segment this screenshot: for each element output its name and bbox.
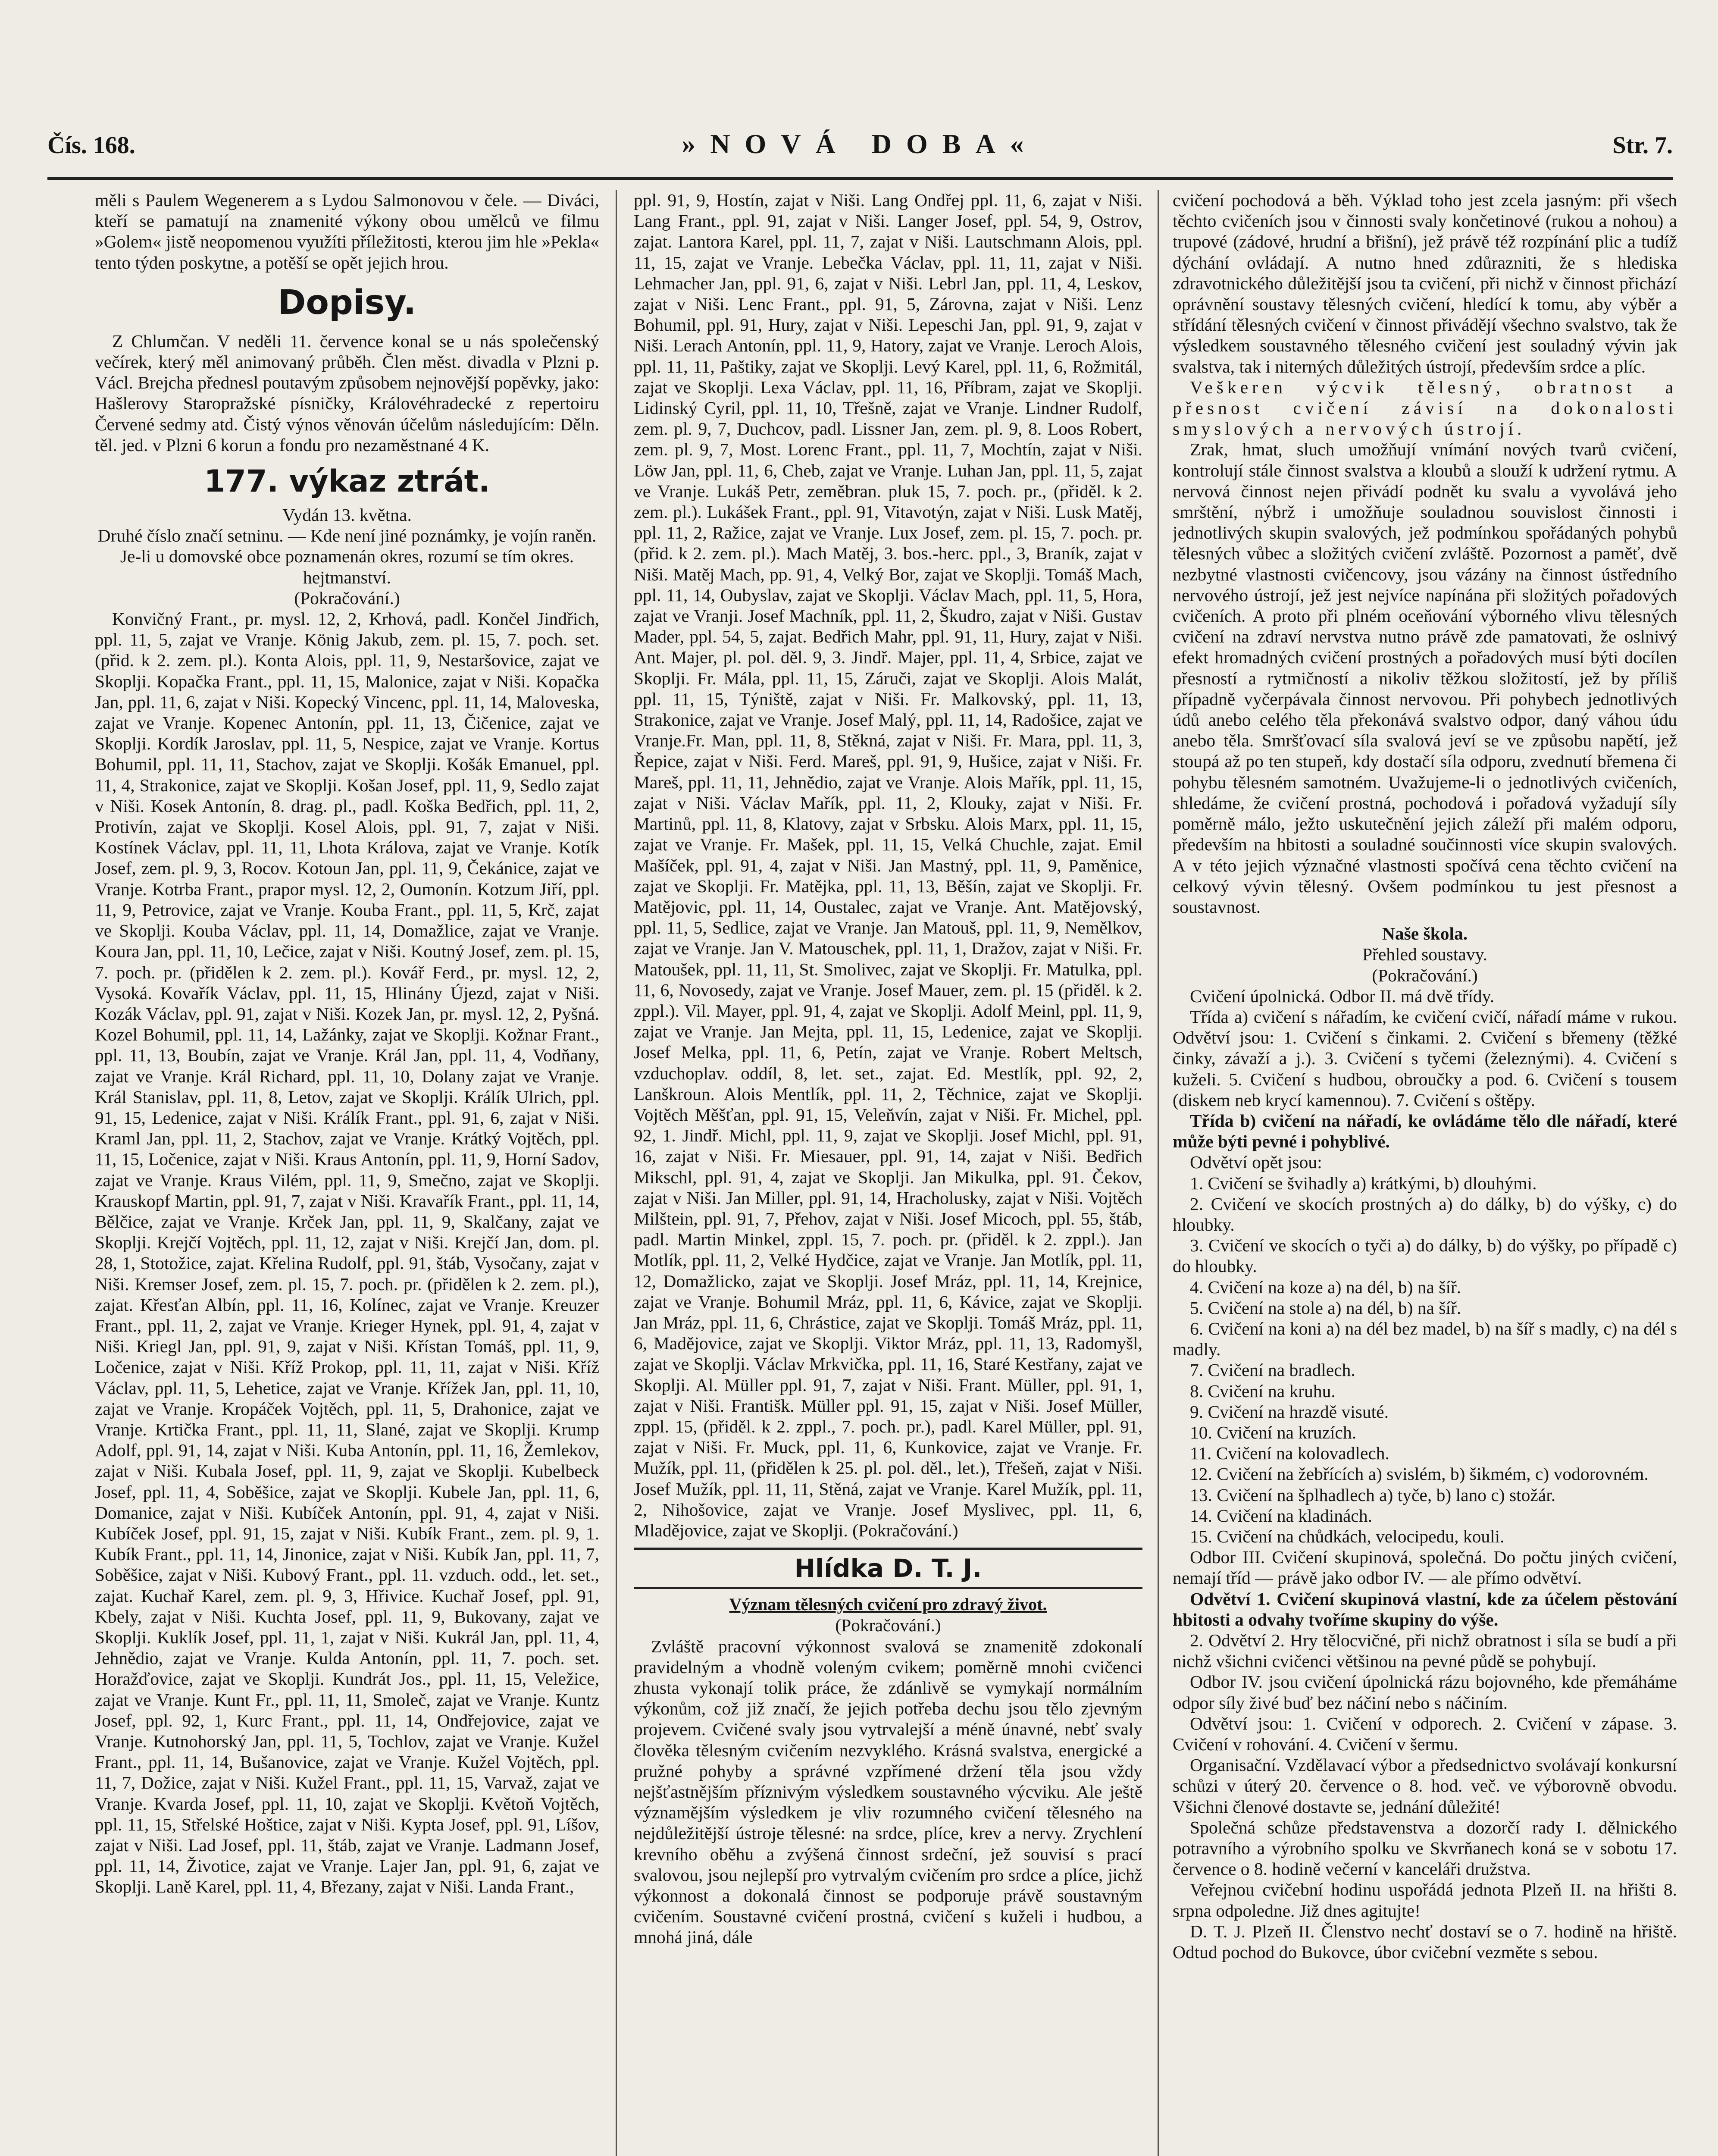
issued-date: Vydán 13. května.	[282, 505, 412, 525]
school-line: 2. Odvětví 2. Hry tělocvičné, při nichž obratnost i síla se budí a při nichž všichni cvičenci většinou na pevné půdě se pohybují.	[1173, 1630, 1677, 1671]
column-2	[634, 190, 1142, 2156]
school-line: 2. Cvičení ve skocích prostných a) do dálky, b) do výšky, c) do hloubky.	[1173, 1194, 1677, 1235]
article-text-vyznam: Zvláště pracovní výkonnost svalová se znamenitě zdokonalí pravidelným a vhodně voleným cvikem; poměrně mnohi cvičenci zhusta vykonají tolik práce, že zdánlivě se vymykají normálním výkonům, což již značí, že jejich potřeba dechu jsou tělo zjevným projevem. Cvičené svaly jsou vytrvalejší a méně únavné, nebť svaly člověka tělesným cvičením nezvyklého. Krásná svalstva, energické a pružné pohyby a správné vzpřímené držení těla jsou vždy nejšťastnějším příznivým výsledkem soustavného výcviku. Ale ještě významějším výsledkem je vliv rozumného cvičení tělesného na nejdůležitější ústroje tělesné: na srdce, plíce, krev a nervy. Zrychlení krevního oběhu a zvýšená činnost srdeční, jež souvisí s prací svalovou, jsou nejlepší pro vytrvalým cvičením pro srdce a plíce, jichž výkonnost a dokonalá činnost se podporuje právě soustavným cvičením. Soustavné cvičení prostná, cvičení s kuželi i hudbou, a mnohá jiná, dále	[634, 1636, 1142, 1947]
section-title-hlidka: Hlídka D. T. J.	[634, 1548, 1142, 1589]
school-line: 6. Cvičení na koni a) na dél bez madel, b) na šíř s madly, c) na dél s madly.	[1173, 1318, 1677, 1360]
column-divider	[1158, 190, 1159, 2156]
page-number: Str. 7.	[1612, 132, 1673, 159]
school-line: Odvětví opět jsou:	[1190, 1152, 1322, 1172]
school-line: 13. Cvičení na šplhadlech a) tyče, b) lano c) stožár.	[1190, 1485, 1556, 1505]
casualty-list: Konvičný Frant., pr. mysl. 12, 2, Krhová, padl. Končel Jindřich, ppl. 11, 5, zajat ve Vranje. König Jakub, zem. pl. 15, 7. poch. set. (přid. k 2. zem. pl.). Konta Alois, ppl. 11, 9, Nestaršovice, zajat ve Skoplji. Kopačka Frant., ppl. 11, 15, Malonice, zajat v Niši. Kopačka Jan, ppl. 11, 6, zajat v Niši. Kopecký Vincenc, ppl. 11, 14, Maloveska, zajat ve Vranje. Kopenec Antonín, ppl. 11, 13, Čičenice, zajat ve Skoplji. Kordík Jaroslav, ppl. 11, 5, Nespice, zajat ve Vranje. Kortus Bohumil, ppl. 11, 11, Stachov, zajat ve Skoplji. Košák Emanuel, ppl. 11, 4, Strakonice, zajat ve Skoplji. Košan Josef, ppl. 11, 9, Sedlo zajat v Niši. Kosek Antonín, 8. drag. pl., padl. Koška Bedřich, ppl. 11, 2, Protivín, zajat ve Skoplji. Kosel Alois, ppl. 91, 7, zajat v Niši. Kostínek Václav, ppl. 11, 11, Lhota Králova, zajat ve Vranje. Kotík Josef, zem. pl. 9, 3, Rocov. Kotoun Jan, ppl. 11, 9, Čekánice, zajat ve Vranje. Kotrba Frant., prapor mysl. 12, 2, Oumonín. Kotzum Jiří, ppl. 11, 9, Petrovice, zajat ve Vranje. Kouba Frant., ppl. 11, 5, Krč, zajat ve Skoplji. Kouba Václav, ppl. 11, 14, Domažlice, zajat ve Vranje. Koura Jan, ppl. 11, 10, Lečice, zajat v Niši. Koutný Josef, zem. pl. 15, 7. poch. pr. (přidělen k 2. zem. pl.). Kovář Ferd., pr. mysl. 12, 2, Vysoká. Kovařík Václav, ppl. 11, 15, Hlinány Újezd, zajat v Niši. Kozák Václav, ppl. 91, zajat v Niši. Kozek Jan, pr. mysl. 12, 2, Pyšná. Kozel Bohumil, ppl. 11, 14, Lažánky, zajat ve Skoplji. Kožnar Frant., ppl. 11, 13, Boubín, zajat ve Vranje. Král Jan, ppl. 11, 4, Vodňany, zajat ve Vranje. Král Richard, ppl. 11, 10, Dolany zajat ve Vranje. Král Stanislav, ppl. 11, 8, Letov, zajat ve Skoplji. Králík Ulrich, ppl. 91, 15, Ledenice, zajat v Niši. Králík Frant., ppl. 91, 6, zajat v Niši. Kraml Jan, ppl. 11, 2, Stachov, zajat ve Vranje. Krátký Vojtěch, ppl. 11, 15, Ločenice, zajat v Niši. Kraus Antonín, ppl. 11, 9, Horní Sadov, zajat ve Vranje. Kraus Vilém, ppl. 11, 9, Smečno, zajat ve Skoplji. Krauskopf Martin, ppl. 91, 7, zajat v Niši. Kravařík Frant., ppl. 11, 14, Bělčice, zajat ve Vranje. Krček Jan, ppl. 11, 9, Skalčany, zajat ve Skoplji. Krejčí Vojtěch, ppl. 11, 12, zajat v Niši. Krejčí Jan, dom. pl. 28, 1, Stotožice, zajat. Křelina Rudolf, ppl. 91, štáb, Vysočany, zajat v Niši. Kremser Josef, zem. pl. 15, 7. poch. pr. (přidělen k 2. zem. pl.), zajat. Křesťan Albín, ppl. 11, 16, Kolínec, zajat ve Vranje. Kreuzer Frant., ppl. 11, 2, zajat ve Vranje. Krieger Hynek, ppl. 91, 4, zajat v Niši. Kriegl Jan, ppl. 91, 9, zajat v Niši. Křístan Tomáš, ppl. 11, 9, Ločenice, zajat v Niši. Kříž Prokop, ppl. 11, 11, zajat v Niši. Kříž Václav, ppl. 11, 5, Lehetice, zajat ve Vranje. Křížek Jan, ppl. 11, 10, zajat ve Vranje. Kropáček Vojtěch, ppl. 11, 5, Drahonice, zajat ve Vranje. Krtička Frant., ppl. 11, 11, Slané, zajat ve Skoplji. Krump Adolf, ppl. 91, 14, zajat v Niši. Kuba Antonín, ppl. 11, 16, Žemlekov, zajat v Niši. Kubala Josef, ppl. 11, 9, zajat ve Skoplji. Kubelbeck Josef, ppl. 11, 4, Soběšice, zajat ve Skoplji. Kubele Jan, ppl. 11, 6, Domanice, zajat v Niši. Kubíček Antonín, ppl. 91, 4, zajat v Niši. Kubíček Josef, ppl. 91, 15, zajat v Niši. Kubík Frant., zem. pl. 9, 1. Kubík Frant., ppl. 11, 14, Jinonice, zajat v Niši. Kubík Jan, ppl. 11, 7, Soběšice, zajat v Niši. Kubový Frant., ppl. 11. vzduch. odd., let. set., zajat. Kuchař Karel, zem. pl. 9, 3, Hřivice. Kuchař Josef, ppl. 91, Kbely, zajat v Niši. Kuchta Josef, ppl. 11, 9, Bukovany, zajat ve Skoplji. Kuklík Josef, ppl. 11, 1, zajat v Niši. Kukrál Jan, ppl. 11, 4, Jehnědio, zajat ve Vranje. Kulda Antonín, ppl. 11, 7. poch. set. Horažďovice, zajat ve Skoplji. Kundrát Jos., ppl. 11, 15, Veležice, zajat ve Vranje. Kunt Fr., ppl. 11, 11, Smoleč, zajat ve Vranje. Kuntz Josef, ppl. 92, 1, Kurc Frant., ppl. 11, 14, Ondřejovice, zajat ve Vranje. Kutnohorský Jan, ppl. 11, 5, Tochlov, zajat ve Vranje. Kužel Frant., ppl. 11, 14, Bušanovice, zajat ve Vranje. Kužel Vojtěch, ppl. 11, 7, Dožice, zajat v Niši. Kužel Frant., ppl. 11, 15, Varvaž, zajat ve Vranje. Kvarda Josef, ppl. 11, 10, zajat ve Skoplji. Květoň Vojtěch, ppl. 11, 15, Střelské Hoštice, zajat v Niši. Kypta Josef, ppl. 91, Líšov, zajat v Niši. Lad Josef, ppl. 11, štáb, zajat ve Vranje. Ladmann Josef, ppl. 11, 14, Životice, zajat ve Vranje. Lajer Jan, ppl. 91, 6, zajat ve Skoplji. Laně Karel, ppl. 11, 4, Březany, zajat v Niši. Landa Frant.,	[95, 609, 599, 1897]
article-fragment: měli s Paulem Wegenerem a s Lydou Salmonovou v čele. — Diváci, kteří se pamatují na znamenité výkony obou umělců ve filmu »Golem« jistě neopomenou využíti příležitosti, kterou jim hle »Pekla« tento týden poskytne, a potěší se opět jejich hrou.	[95, 190, 599, 273]
school-line: 9. Cvičení na hrazdě visuté.	[1190, 1401, 1389, 1422]
header-rule	[47, 177, 1673, 180]
school-line: 12. Cvičení na žebřících a) svislém, b) šikmém, c) vodorovném.	[1190, 1464, 1649, 1484]
note-2: Je-li u domovské obce poznamenán okres, rozumí se tím okres. hejtmanství.	[120, 546, 574, 587]
issue-number: Čís. 168.	[47, 132, 135, 159]
school-line: 3. Cvičení ve skocích o tyči a) do dálky, b) do výšky, po případě c) do hloubky.	[1173, 1235, 1677, 1276]
column-divider	[616, 190, 617, 2156]
school-line: 1. Cvičení se švihadly a) krátkými, b) dlouhými.	[1190, 1173, 1537, 1193]
article-title-vyznam: Význam tělesných cvičení pro zdravý život.	[729, 1595, 1047, 1614]
continuation-note: (Pokračování.)	[1372, 965, 1478, 985]
school-line: Odbor IV. jsou cvičení úpolnická rázu bojovného, kde přemáháme odpor síly živé buď bez náčiní nebo s náčiním.	[1173, 1672, 1677, 1713]
section-title-vykaz: 177. výkaz ztrát.	[204, 464, 490, 499]
school-line: 11. Cvičení na kolovadlech.	[1190, 1443, 1389, 1463]
letter-text: Z Chlumčan. V neděli 11. července konal se u nás společenský večírek, který měl animovaný průběh. Člen měst. divadla v Plzni p. Václ. Brejcha přednesl poutavým způsobem nejnovější popěvky, jako: Hašlerovy Staropražské písničky, Královéhradecké z repertoiru Červené sedmy atd. Čistý výnos věnován účelům následujícím: Děln. těl. jed. v Plzni 6 korun a fondu pro nezaměstnané 4 K.	[95, 331, 599, 455]
school-line: 8. Cvičení na kruhu.	[1190, 1381, 1336, 1401]
article-text-paragraph: Zrak, hmat, sluch umožňují vnímání nových tvarů cvičení, kontrolují stále činnost svalstva a kloubů a slouží k udržení rytmu. A nervová činnost nejen přivádí podnět ku svalu a vyvolává jeho smrštění, nýbrž i umožňuje souladnou souvislost činnosti i jednotlivých skupin svalových, jež podmínkou spořádaných pohybů tělesných vůbec a složitých cvičení zvláště. Pozornost a paměť, dvě nezbytné vlastnosti cvičencovy, jsou vázány na činnost ústředního nervového ústrojí, jež jest nejvíce napínána při složitých pořadových cvičeních. A proto při plném oceňování výborného vlivu tělesných cvičení na zdraví nervstva nutno právě zde pamatovati, že oslnivý efekt hromadných cvičení prostných a pořadových musí býti docílen přesností a rytmičností a nikoliv těžkou složitostí, jež by příliš případně vyčerpávala činnost nervovou. Při pohybech jednotlivých údů anebo celého těla překonává svalstvo odpor, daný váhou údu anebo těla. Smršťovací síla svalová jeví se ve způsobu napětí, jež stoupá až po ten stupeň, kdy dostačí síla odporu, zvednutí břemena či pohybu tělesném samotném. Uvažujeme-li o jednotlivých cvičeních, shledáme, že cvičení prostná, pochodová i pořadová vyžadují síly poměrně málo, ježto uskutečnění jejich záleží při malém odporu, především na hbitosti a souladné součinnosti více skupin svalových. A v této jejich význačné vlastnosti spočívá cena těchto cvičení na celkový vývin tělesný. Ovšem podmínkou tu jest přesnost a soustavnost.	[1173, 439, 1677, 917]
article-text-emphasis: Veškeren výcvik tělesný, obratnost a přesnost cvičení závisí na dokonalosti smyslových a nervových ústrojí.	[1173, 377, 1677, 439]
school-line: Odvětví jsou: 1. Cvičení v odporech. 2. Cvičení v zápase. 3. Cvičení v rohování. 4. Cvičení v šermu.	[1173, 1713, 1677, 1755]
column-1	[95, 190, 599, 2156]
section-title-dopisy: Dopisy.	[278, 283, 416, 322]
school-line: Třída a) cvičení s nářadím, ke cvičení cvičí, nářadí máme v rukou. Odvětví jsou: 1. Cvičení s činkami. 2. Cvičení s břemeny (těžké činky, závaží a j.). 3. Cvičení s tyčemi (železnými). 4. Cvičení s kuželi. 5. Cvičení s hudbou, obroučky a pod. 6. Cvičení s tousem (diskem neb krycí kamennou). 7. Cvičení s oštěpy.	[1173, 1006, 1677, 1110]
school-line: 5. Cvičení na stole a) na dél, b) na šíř.	[1190, 1297, 1461, 1318]
school-line: Třída b) cvičení na nářadí, ke ovládáme tělo dle nářadí, které může býti pevné i pohyblivé.	[1173, 1110, 1677, 1152]
school-line: 10. Cvičení na kruzích.	[1190, 1422, 1357, 1442]
note-1: Druhé číslo značí setninu. — Kde není jiné poznámky, je vojín raněn.	[97, 526, 597, 546]
school-line: 15. Cvičení na chůdkách, velocipedu, kouli.	[1190, 1526, 1505, 1546]
casualty-list-continued: ppl. 91, 9, Hostín, zajat v Niši. Lang Ondřej ppl. 11, 6, zajat v Niši. Lang Frant., ppl. 91, zajat v Niši. Langer Josef, ppl. 54, 9, Ostrov, zajat. Lantora Karel, ppl. 11, 7, zajat v Niši. Lautschmann Alois, ppl. 11, 15, zajat ve Vranje. Lebečka Václav, ppl. 11, 11, zajat v Niši. Lehmacher Jan, ppl. 91, 6, zajat v Niši. Lebrl Jan, ppl. 11, 4, Leskov, zajat v Niši. Lenc Frant., ppl. 91, 5, Zárovna, zajat v Niši. Lenz Bohumil, ppl. 91, Hury, zajat v Niši. Lepeschi Jan, ppl. 91, 9, zajat v Niši. Lerach Antonín, ppl. 11, 9, Hatory, zajat ve Vranje. Leroch Alois, ppl. 11, 11, Paštiky, zajat ve Skoplji. Levý Karel, ppl. 11, 6, Rožmitál, zajat ve Skoplji. Lexa Václav, ppl. 11, 16, Příbram, zajat ve Skoplji. Lidinský Cyril, ppl. 11, 10, Třešně, zajat ve Vranje. Lindner Rudolf, zem. pl. 9, 7, Duchcov, padl. Lissner Jan, zem. pl. 9, 8. Loos Robert, zem. pl. 9, 7, Most. Lorenc Frant., ppl. 11, 7, Mochtín, zajat v Niši. Löw Jan, ppl. 11, 6, Cheb, zajat ve Vranje. Luhan Jan, ppl. 11, 5, zajat ve Vranje. Lukáš Petr, zeměbran. pluk 15, 7. poch. pr., (přiděl. k 2. zem. pl.). Lukášek Frant., ppl. 91, Vitavotýn, zajat v Niši. Lusk Matěj, ppl. 11, 2, Ražice, zajat ve Vranje. Lux Josef, zem. pl. 15, 7. poch. pr. (přid. k 2. zem. pl.). Mach Matěj, 3. bos.-herc. ppl., 3, Braník, zajat v Niši. Matěj Mach, pp. 91, 4, Velký Bor, zajat ve Skoplji. Tomáš Mach, ppl. 11, 14, Oubyslav, zajat ve Skoplji. Václav Mach, ppl. 11, 5, Hora, zajat ve Vranji. Josef Machník, ppl. 11, 2, Škudro, zajat v Niši. Gustav Mader, ppl. 54, 5, zajat. Bedřich Mahr, ppl. 91, 11, Hury, zajat v Niši. Ant. Majer, pl. pol. děl. 9, 3. Jindř. Majer, ppl. 11, 4, Srbice, zajat ve Skoplji. Fr. Mála, ppl. 11, 15, Záruči, zajat ve Skoplji. Alois Malát, ppl. 11, 15, Týniště, zajat v Niši. Fr. Malkovský, ppl. 11, 13, Strakonice, zajat ve Vranje. Josef Malý, ppl. 11, 14, Radošice, zajat ve Vranje.Fr. Man, ppl. 11, 8, Stěkná, zajat v Niši. Fr. Mara, ppl. 11, 3, Řepice, zajat v Niši. Ferd. Mareš, ppl. 91, 9, Hušice, zajat v Niši. Fr. Mareš, ppl. 11, 11, Jehnědio, zajat ve Vranje. Alois Mařík, ppl. 11, 15, zajat v Niši. Václav Mařík, ppl. 11, 2, Klouky, zajat v Niši. Fr. Martinů, ppl. 11, 8, Klatovy, zajat v Srbsku. Alois Marx, ppl. 11, 15, zajat ve Vranje. Fr. Mašek, ppl. 11, 15, Velká Chuchle, zajat. Emil Mašíček, ppl. 91, 4, zajat v Niši. Jan Mastný, ppl. 11, 9, Paměnice, zajat ve Skoplji. Fr. Matějka, ppl. 11, 13, Běšín, zajat ve Skoplji. Fr. Matějovic, ppl. 11, 14, Oustalec, zajat ve Vranje. Ant. Matějovský, ppl. 11, 5, Sedlice, zajat ve Vranje. Jan Matouš, ppl. 11, 9, Nemělkov, zajat ve Vranje. Jan V. Matouschek, ppl. 11, 1, Dražov, zajat v Niši. Fr. Matoušek, ppl. 11, 11, St. Smolivec, zajat ve Skoplji. Fr. Matulka, ppl. 11, 6, Novosedy, zajat ve Vranje. Josef Mauer, zem. pl. 15 (přiděl. k 2. zppl.). Vil. Mayer, ppl. 91, 4, zajat ve Skoplji. Adolf Meinl, ppl. 11, 9, zajat ve Vranje. Jan Mejta, ppl. 11, 15, Ledenice, zajat ve Skoplji. Josef Melka, ppl. 11, 6, Petín, zajat ve Vranje. Robert Meltsch, vzduchoplav. oddíl, 8, let. set., zajat. Ed. Mestlík, ppl. 92, 2, Lanškroun. Alois Mentlík, ppl. 11, 2, Těchnice, zajat ve Skoplji. Vojtěch Měšťan, ppl. 91, 15, Veleňvín, zajat v Niši. Fr. Michel, ppl. 92, 1. Jindř. Michl, ppl. 11, 9, zajat ve Skoplji. Josef Michl, ppl. 91, 16, zajat v Niši. Fr. Miesauer, ppl. 91, 14, zajat v Niši. Bedřich Mikschl, ppl. 91, 4, zajat ve Skoplji. Jan Mikulka, ppl. 91. Čekov, zajat v Niši. Jan Miller, ppl. 91, 14, Hracholusky, zajat v Niši. Vojtěch Milštein, ppl. 91, 7, Přehov, zajat v Niši. Josef Micoch, ppl. 55, štáb, padl. Martin Minkel, zppl. 15, 7. poch. pr. (přiděl. k 2. zppl.). Jan Motlík, ppl. 11, 2, Velké Hydčice, zajat ve Vranje. Jan Motlík, ppl. 11, 12, Domažlicko, zajat ve Skoplji. Josef Mráz, ppl. 11, 14, Krejnice, zajat ve Vranje. Bohumil Mráz, ppl. 11, 6, Kávice, zajat ve Skoplji. Jan Mráz, ppl. 11, 6, Chrástice, zajat ve Skoplji. Tomáš Mráz, ppl. 11, 6, Madějovice, zajat ve Skoplji. Viktor Mráz, ppl. 11, 13, Radomyšl, zajat ve Skoplji. Václav Mrkvička, ppl. 11, 16, Staré Kestřany, zajat ve Skoplji. Al. Müller ppl. 91, 7, zajat v Niši. Frant. Müller, ppl. 91, 1, zajat v Niši. Františk. Müller ppl. 91, 15, zajat v Niši. Josef Müller, zppl. 15, (přiděl. k 2. zppl., 7. poch. pr.), padl. Karel Müller, ppl. 91, zajat v Niši. Fr. Muck, ppl. 11, 6, Kunkovice, zajat ve Vranje. Fr. Mužík, ppl. 11, (přidělen k 25. pl. pol. děl., let.), Třešeň, zajat v Niši. Josef Mužík, ppl. 11, 11, Stěná, zajat ve Vranje. Karel Mužík, ppl. 11, 2, Nihošovice, zajat ve Vranje. Josef Myslivec, ppl. 11, 6, Mladějovice, zajat ve Skoplji. (Pokračování.)	[634, 190, 1142, 1540]
notice: Organisační. Vzdělavací výbor a předsednictvo svolávají konkursní schůzi v úterý 20. července o 8. hod. več. ve výborovně obvodu. Všichni členové dostavte se, jednání důležité!	[1173, 1755, 1677, 1817]
notice: Veřejnou cvičební hodinu uspořádá jednota Plzeň II. na hřišti 8. srpna odpoledne. Již dnes agitujte!	[1173, 1880, 1677, 1921]
continuation-note: (Pokračování.)	[294, 588, 400, 608]
notice: D. T. J. Plzeň II. Členstvo nechť dostaví se o 7. hodině na hřiště. Odtud pochod do Bukovce, úbor cvičební vezměte s sebou.	[1173, 1921, 1677, 1962]
school-line: 4. Cvičení na koze a) na dél, b) na šíř.	[1190, 1277, 1461, 1297]
continuation-note: (Pokračování.)	[835, 1615, 941, 1636]
school-line: Odbor III. Cvičení skupinová, společná. Do počtu jiných cvičení, nemají tříd — právě jako odbor IV. — ale přímo odvětví.	[1173, 1547, 1677, 1588]
column-3	[1173, 190, 1677, 2156]
school-line: 7. Cvičení na bradlech.	[1190, 1360, 1355, 1380]
school-line: Cvičení úpolnická. Odbor II. má dvě třídy.	[1190, 986, 1495, 1006]
article-text-cont: cvičení pochodová a běh. Výklad toho jest zcela jasným: při všech těchto cvičeních jsou v činnosti svaly končetinové (rukou a nohou) a trupové (zádové, hrudní a břišní), jež právě též rozpínání plic a tudíž dýchání ovládají. A nutno hned zdůrazniti, že s hlediska zdravotnického důležitější jsou ta cvičení, při nichž v činnost přichází oprávnění soustavy tělesných cvičení, hledící k tomu, aby výběr a střídání tělesných cvičení v činnost přivádějí všechno svalstvo, tak že výsledkem soustavného tělesného cvičení jest souladný vývin jak svalstva, tak i niterných důležitých ústrojí, především srdce a plíc.	[1173, 190, 1677, 376]
section-title-skola: Naše škola.	[1382, 924, 1468, 944]
notice: Společná schůze představenstva a dozorčí rady I. dělnického potravního a výrobního spolku ve Skvrňanech koná se v sobotu 17. července o 8. hodině večerní v kanceláři družstva.	[1173, 1817, 1677, 1879]
page-header	[47, 123, 1673, 166]
section-subtitle: Přehled soustavy.	[1362, 944, 1488, 965]
newspaper-title: »NOVÁ DOBA«	[682, 128, 1039, 159]
school-line: 14. Cvičení na kladinách.	[1190, 1505, 1372, 1526]
school-line: Odvětví 1. Cvičení skupinová vlastní, kde za účelem pěstování hbitosti a odvahy tvoříme skupiny do výše.	[1173, 1589, 1677, 1630]
